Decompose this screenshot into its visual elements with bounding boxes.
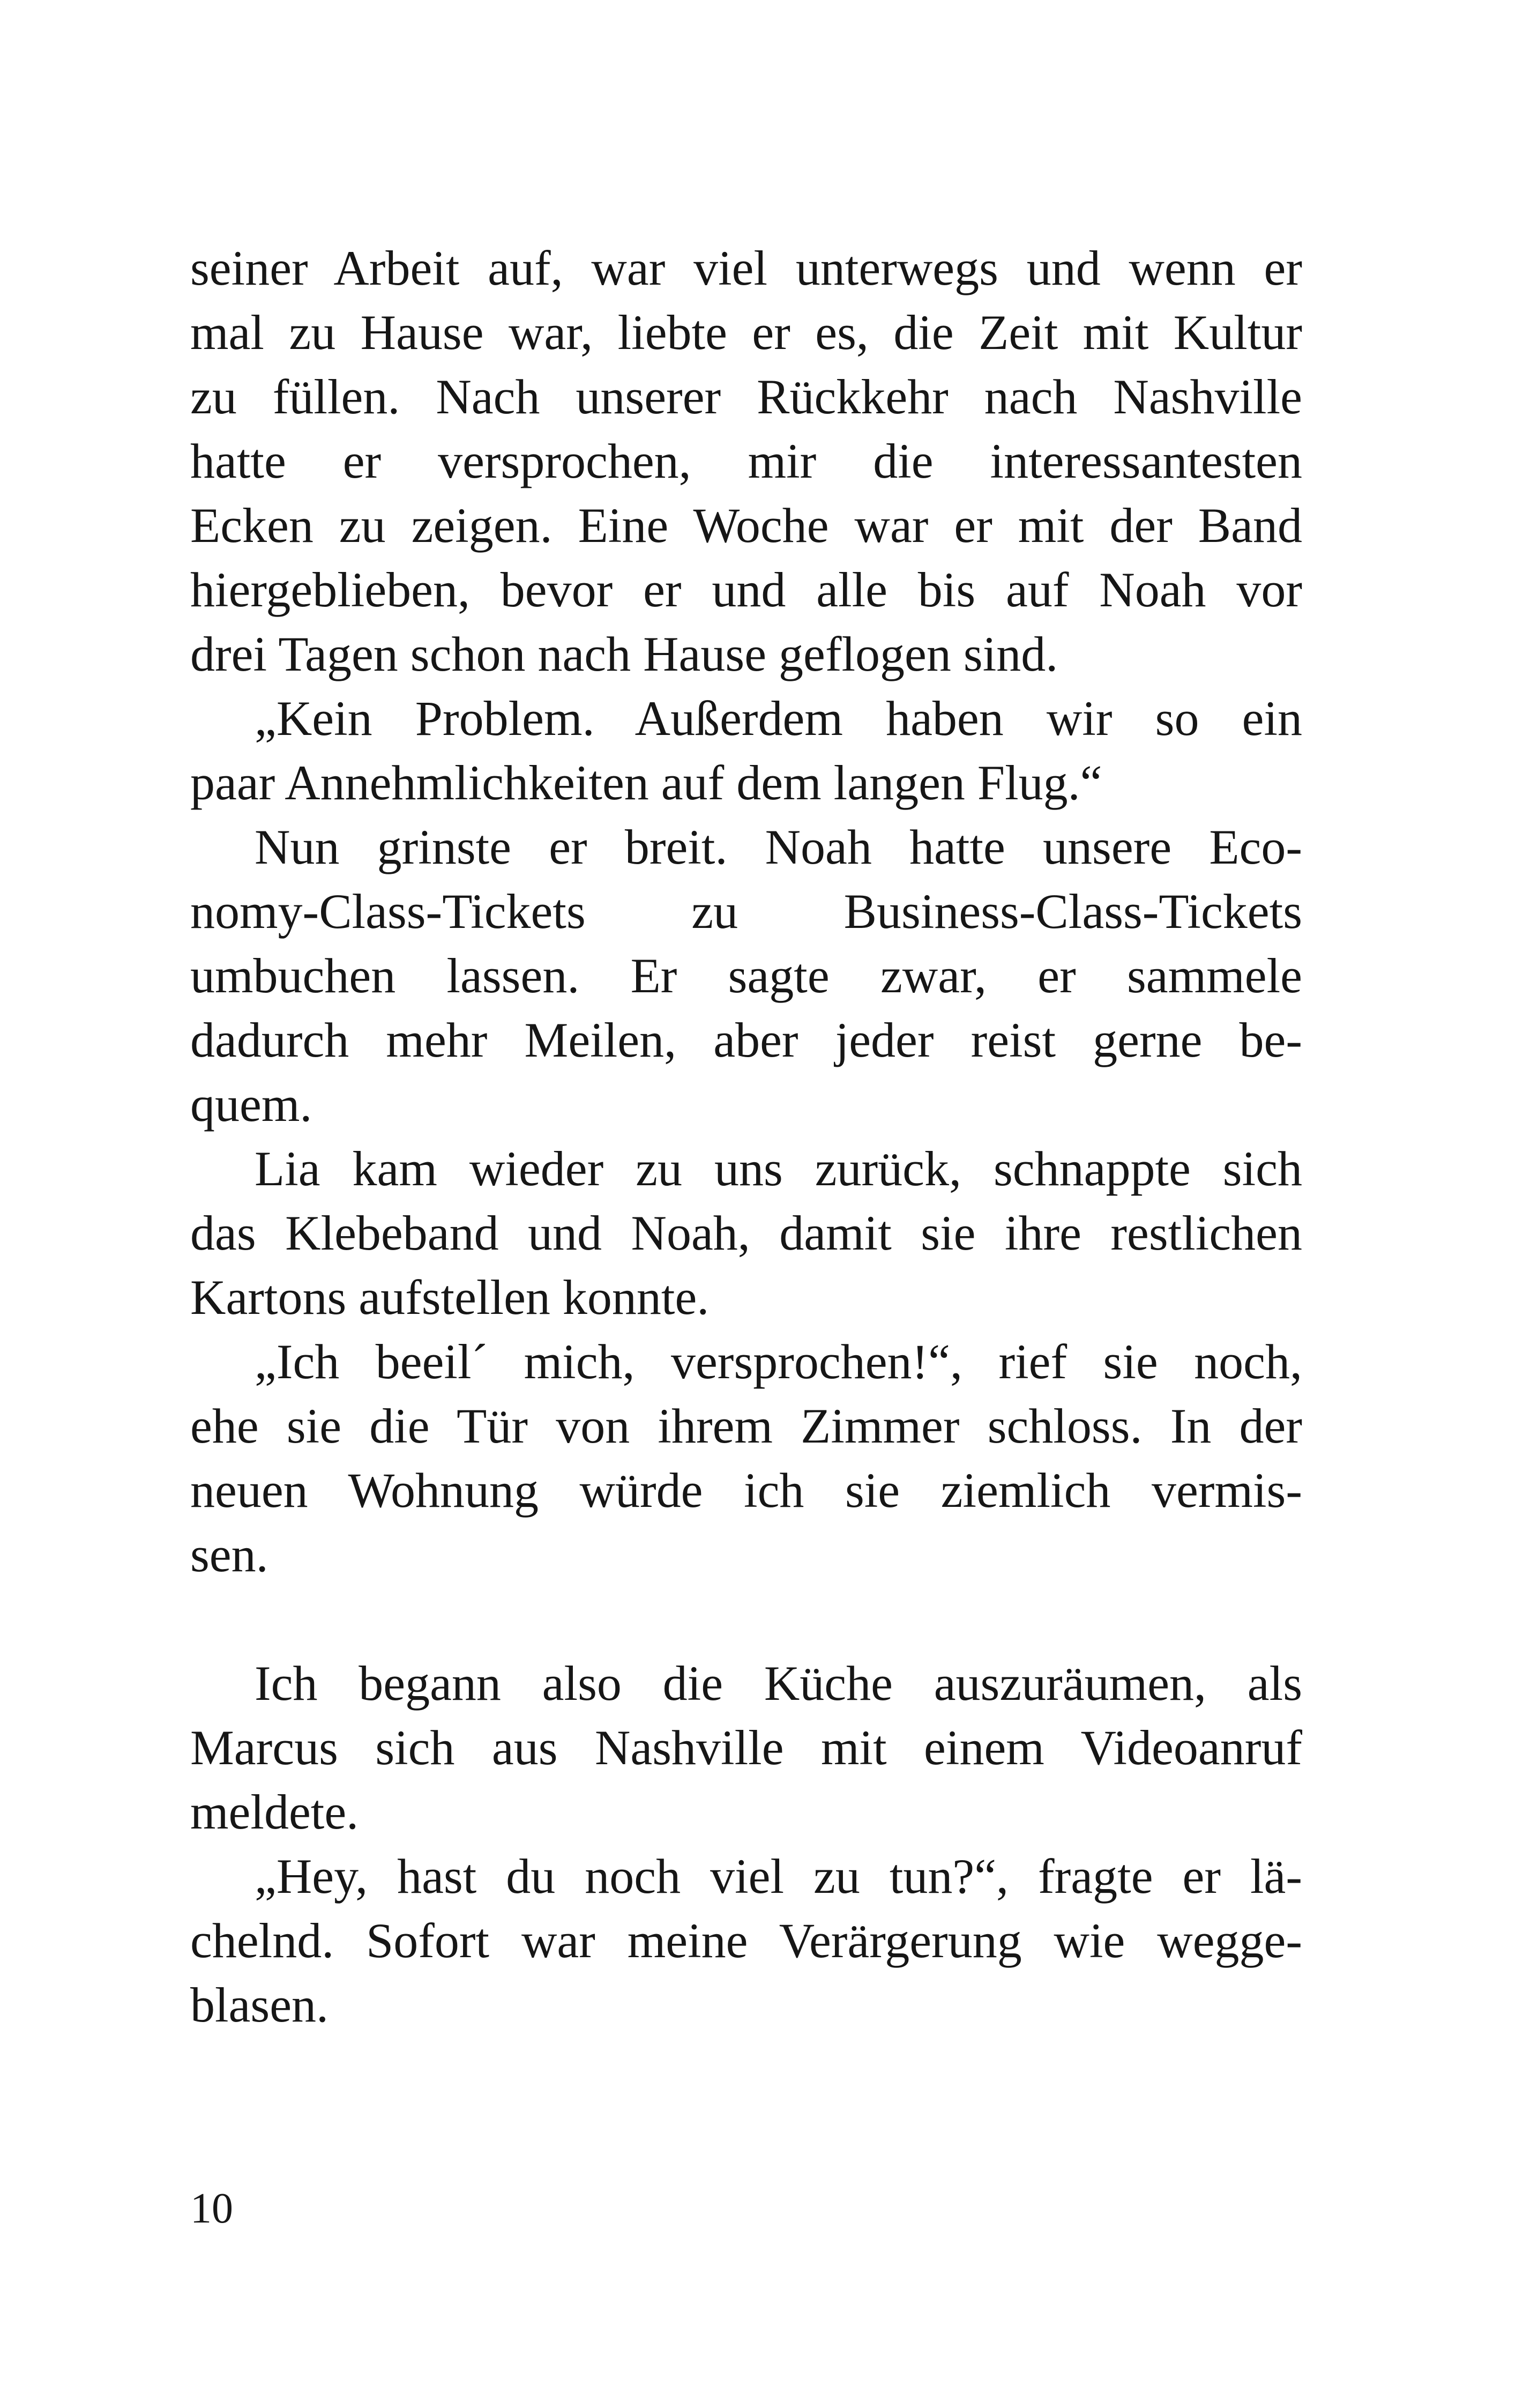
text-line: ehe sie die Tür von ihrem Zimmer schloss. In der [190, 1399, 1302, 1453]
text-line: „Hey, hast du noch viel zu tun?“, fragte er lä- [255, 1849, 1302, 1904]
text-line: mal zu Hause war, liebte er es, die Zeit mit Kultur [190, 305, 1302, 360]
text-line: zu füllen. Nach unserer Rückkehr nach Nashville [190, 369, 1302, 424]
text-line: blasen. [190, 1978, 329, 2032]
text-line: hatte er versprochen, mir die interessantesten [190, 434, 1302, 488]
text-line: seiner Arbeit auf, war viel unterwegs und wenn er [190, 241, 1302, 295]
text-line: meldete. [190, 1785, 359, 1839]
text-line: dadurch mehr Meilen, aber jeder reist gerne be- [190, 1013, 1302, 1067]
text-line: das Klebeband und Noah, damit sie ihre restlichen [190, 1206, 1302, 1260]
text-line: Ich begann also die Küche auszuräumen, als [255, 1656, 1302, 1711]
text-line: sen. [190, 1527, 268, 1582]
text-line: „Ich beeil´ mich, versprochen!“, rief sie noch, [255, 1334, 1302, 1389]
text-line: paar Annehmlichkeiten auf dem langen Flug.“ [190, 755, 1102, 810]
text-line: drei Tagen schon nach Hause geflogen sind. [190, 627, 1058, 681]
text-line: Lia kam wieder zu uns zurück, schnappte sich [255, 1141, 1302, 1196]
text-line: Ecken zu zeigen. Eine Woche war er mit der Band [190, 498, 1302, 553]
page-number: 10 [190, 2185, 233, 2232]
text-line: Marcus sich aus Nashville mit einem Videoanruf [190, 1720, 1302, 1775]
body-text [190, 236, 1302, 2037]
text-line: nomy-Class-Tickets zu Business-Class-Tickets [190, 884, 1302, 939]
text-line: Nun grinste er breit. Noah hatte unsere Eco- [255, 820, 1302, 874]
text-line: „Kein Problem. Außerdem haben wir so ein [255, 691, 1302, 746]
text-line: Kartons aufstellen konnte. [190, 1270, 710, 1325]
scene-break [190, 1587, 1302, 1651]
text-line: quem. [190, 1077, 312, 1132]
text-line: hiergeblieben, bevor er und alle bis auf Noah vor [190, 562, 1302, 617]
text-line: neuen Wohnung würde ich sie ziemlich vermis- [190, 1463, 1302, 1518]
text-line: chelnd. Sofort war meine Verärgerung wie wegge- [190, 1913, 1302, 1968]
text-line: umbuchen lassen. Er sagte zwar, er sammele [190, 948, 1302, 1003]
